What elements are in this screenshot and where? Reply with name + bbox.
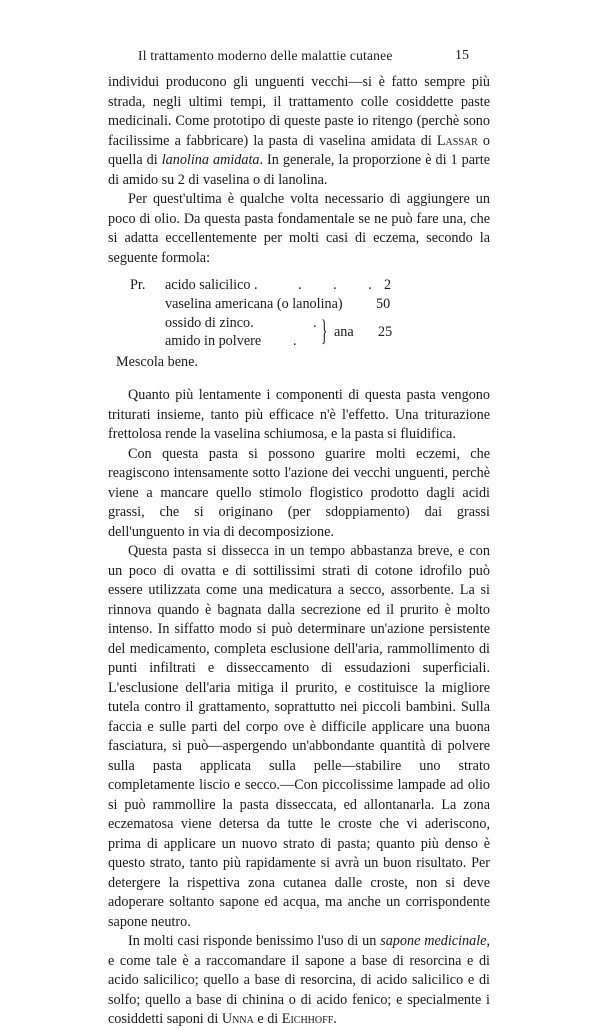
p6-text-d: . (333, 1011, 337, 1027)
formula-qty-2: 50 (376, 296, 391, 312)
formula-line-1: acido salicilico . (165, 277, 258, 293)
p6-text-c: e di (253, 1011, 282, 1027)
author-lassar: Lassar (436, 132, 478, 149)
paragraph-6 (108, 932, 490, 1030)
p6-text-b: , e come tale è a raccomandare il sapone a base di resorcina e di acido salicilico; quello a base di resorcina, di acido salicilico e di solfo; quello a base di chinina o di acido fenico; e specialmente i cosiddetti saponi di (108, 933, 490, 1027)
paragraph-3: Quanto più lentamente i componenti di questa pasta vengono triturati insieme, tanto più efficace n'è l'effetto. Una triturazione frettolosa rende la vaselina schiumosa, e la pasta si fluidifica. (108, 387, 490, 442)
formula-pr: Pr. (130, 277, 146, 293)
formula-ana: ana (334, 324, 354, 340)
formula-block (108, 274, 490, 374)
formula-line-2: vaselina americana (o lanolina) (165, 296, 343, 312)
paragraph-5: Questa pasta si dissecca in un tempo abbastanza breve, e con un poco di ovatta e di sottilissimi strati di cotone idrofilo può essere utilizzata come una medicatura a secco, assorbente. La si rinnova quando è bagnata dalla secrezione ed il prurito è molto intenso. In siffatto modo si può determinare un'azione persistente del medicamento, completa esclusione dell'aria, rammollimento di punti infiltrati e disseccamento di essudazioni superficiali. L'esclusione dell'aria mitiga il prurito, e costituisce la migliore tutela contro il grattamento, soprattutto nei piccoli bambini. Sulla faccia e sulle parti del corpo ove è difficile applicare una buona fasciatura, si può—aspergendo un'abbondante quantità di polvere sulla pasta applicata sulla pelle—stabilire uno strato completamente liscio e secco.—Con piccolissime lampade ad olio si può rammollire la pasta disseccata, ed allontanarla. La zona eczematosa viene detersa da tutte le croste che vi aderiscono, prima di applicare un nuovo strato di pasta; quanto più denso è questo strato, tanto più rapidamente si avrà un buon risultato. Per detergere la rispettiva zona cutanea dalle croste, non si deve adoperare soltanto sapone ed acqua, ma anche un corrispondente sapone neutro. (108, 543, 490, 930)
formula-dots-1: . . . (298, 277, 386, 293)
body-text (108, 73, 490, 1030)
p1-text-a: individui producono gli unguenti vecchi—si è fatto sempre più strada, negli ultimi tempi, il trattamento colle cosiddette paste medicinali. Come prototipo di queste paste io ritengo (perchè sono facilissime a fabbricare) la pasta di vaselina amidata di (108, 74, 490, 149)
term-lanolina-amidata: lanolina amidata (161, 152, 260, 168)
paragraph-1 (108, 73, 490, 190)
formula-mescola: Mescola bene. (116, 354, 198, 370)
formula-brace: } (320, 314, 328, 347)
formula-qty-34: 25 (378, 324, 393, 340)
term-sapone-medicinale: sapone medicinale (380, 933, 487, 949)
formula-qty-1: 2 (384, 277, 392, 293)
p6-text-a: In molti casi risponde benissimo l'uso di un (128, 933, 381, 949)
p1-text-c: . In generale, la proporzione è di 1 parte di amido su 2 di vaselina o di lanolina. (108, 152, 490, 188)
paragraph-4: Con questa pasta si possono guarire molti eczemi, che reagiscono intensamente sotto l'azione dei vecchi unguenti, perchè viene a mancare quello stimolo flogistico prodotto dagli acidi grassi, che si originano (per sdoppiamento) dai grassi dell'unguento in via di decomposizione. (108, 445, 490, 540)
paragraph-2: Per quest'ultima è qualche volta necessario di aggiungere un poco di olio. Da questa pasta fondamentale se ne può fare una, che si adatta eccellentemente per molti casi di eczema, secondo la seguente formola: (108, 191, 490, 266)
author-unna: Unna (221, 1011, 254, 1027)
formula-line-3: ossido di zinco. (165, 315, 254, 331)
formula-dots-4: . (293, 333, 297, 349)
formula-line-4: amido in polvere (165, 333, 262, 349)
author-eichhoff: Eichhoff (281, 1011, 334, 1027)
formula-dots-3: . (313, 315, 317, 331)
p1-text-b: o quella di (108, 132, 491, 168)
page-number: 15 (455, 48, 469, 63)
running-title: Il trattamento moderno delle malattie cutanee (138, 48, 393, 63)
